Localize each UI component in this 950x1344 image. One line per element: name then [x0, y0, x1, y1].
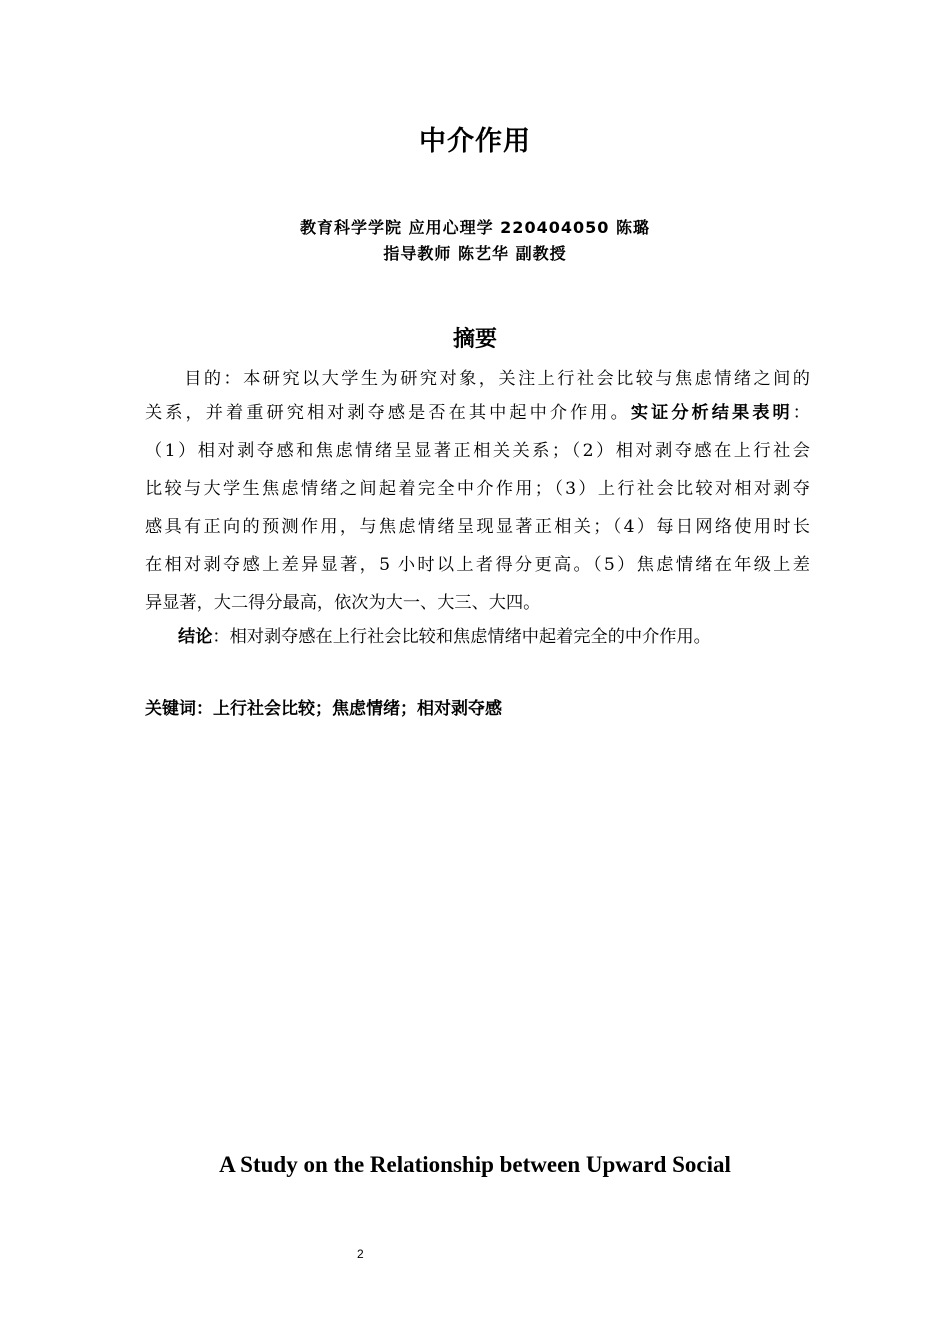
abstract-line: 异显著，大二得分最高，依次为大一、大三、大四。: [145, 593, 541, 613]
conclusion-line: [178, 624, 843, 650]
conclusion-label: 结论: [178, 627, 213, 647]
conclusion-text: ：相对剥夺感在上行社会比较和焦虑情绪中起着完全的中介作用。: [212, 627, 711, 647]
abstract-text: 关系，并着重研究相对剥夺感是否在其中起中介作用。: [145, 403, 631, 423]
abstract-line: 目的：本研究以大学生为研究对象，关注上行社会比较与焦虑情绪之间的: [145, 369, 810, 389]
abstract-line: 在相对剥夺感上差异显著，5 小时以上者得分更高。（5）焦虑情绪在年级上差: [145, 555, 810, 575]
author-info: 教育科学学院 应用心理学 220404050 陈璐: [300, 218, 650, 237]
abstract-line: 感具有正向的预测作用，与焦虑情绪呈现显著正相关；（4）每日网络使用时长: [145, 517, 810, 537]
abstract-text: ：: [792, 403, 810, 423]
abstract-emphasis: 实证分析结果表明: [630, 403, 793, 423]
page-title: 中介作用: [419, 126, 531, 157]
page-number: 2: [357, 1247, 364, 1261]
abstract-heading: 摘要: [452, 327, 497, 352]
keywords: 关键词：上行社会比较；焦虑情绪；相对剥夺感: [145, 699, 502, 719]
advisor-info: 指导教师 陈艺华 副教授: [383, 244, 567, 263]
abstract-line: [145, 400, 810, 426]
abstract-line: （1）相对剥夺感和焦虑情绪呈显著正相关关系；（2）相对剥夺感在上行社会: [145, 441, 810, 461]
abstract-line: 比较与大学生焦虑情绪之间起着完全中介作用；（3）上行社会比较对相对剥夺: [145, 479, 810, 499]
english-title: A Study on the Relationship between Upward Social: [219, 1152, 731, 1177]
